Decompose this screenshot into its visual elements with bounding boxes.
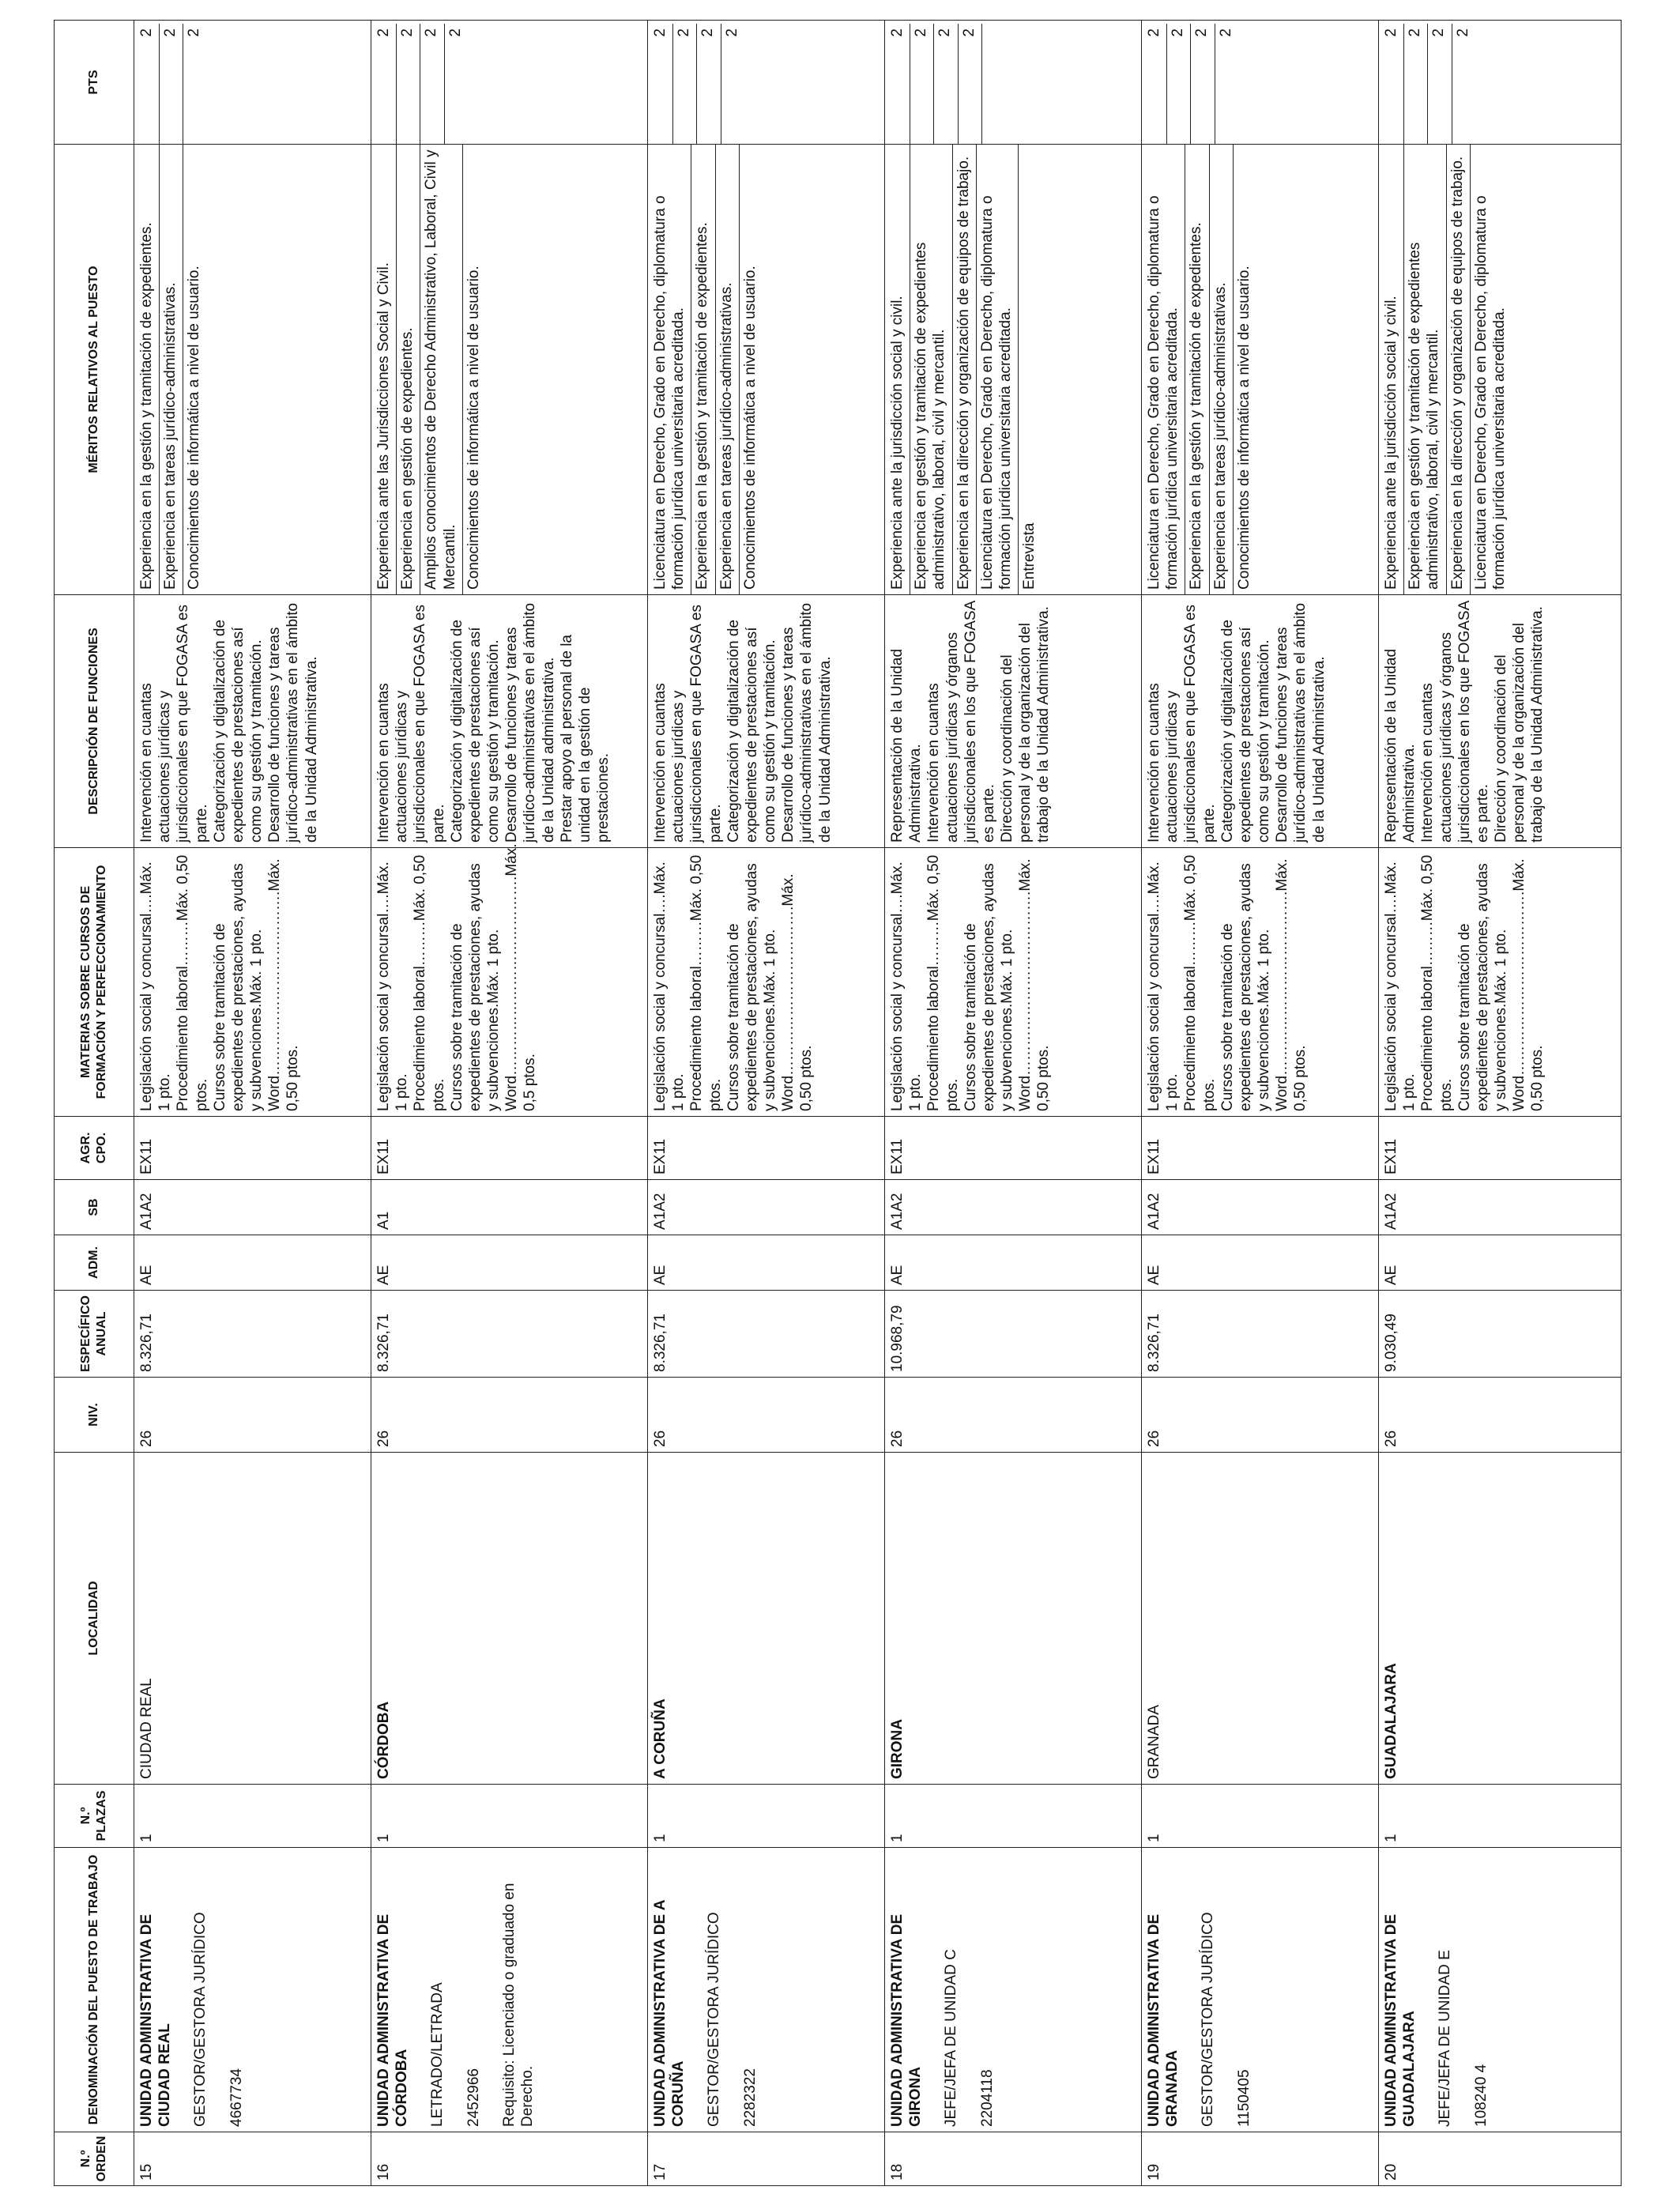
materia-line: Word……………………………….Máx. 0,50 ptos. [1274,858,1309,1111]
especifico-cell: 9.030,49 [1379,1291,1622,1378]
header-funciones: DESCRIPCIÓN DE FUNCIONES [55,595,134,848]
funcion-line: Representación de la Unidad Administrativa. [1383,648,1418,843]
orden-cell: 16 [371,2132,648,2186]
plazas-cell: 1 [134,1785,371,1848]
plazas-cell: 1 [371,1785,648,1848]
especifico-cell: 8.326,71 [371,1291,648,1378]
table-row [1142,21,1379,2186]
funcion-line: Intervención en cuantas actuaciones jurídicas y jurisdiccionales en que FOGASA es parte. [138,605,210,843]
merito-item: Experiencia en la dirección y organización de equipos de trabajo. [952,145,973,594]
merito-item: Experiencia en tareas jurídico-administrativas. [715,145,736,594]
merito-item: Experiencia ante la jurisdicción social y civil. [889,296,906,590]
materias-cell [648,848,885,1117]
localidad-cell: GRANADA [1142,1453,1379,1785]
materia-line: Legislación social y concursal….Máx. 1 pto. [138,861,174,1111]
merito-item: Experiencia ante la jurisdicción social y civil. [1383,296,1399,590]
orden-cell: 15 [134,2132,371,2186]
merito-pts: 2 [721,24,741,144]
puesto-codigo: 2204118 [978,2069,996,2127]
puesto-name: JEFE/JEFA DE UNIDAD E [1437,1950,1454,2127]
materia-line: Legislación social y concursal….Máx. 1 pto. [652,861,687,1111]
adm-cell: AE [134,1235,371,1291]
materia-line: Procedimiento laboral………Máx. 0,50 ptos. [1182,854,1218,1111]
merito-pts: 2 [1190,24,1211,144]
funciones-cell [1142,595,1379,848]
merito-pts: 2 [183,24,203,144]
meritos-cell [1142,145,1379,595]
sb-cell: A1A2 [885,1180,1142,1235]
funcion-line: Prestar apoyo al personal de la unidad en la gestión de prestaciones. [558,635,612,843]
puesto-name: GESTOR/GESTORA JURÍDICO [706,1912,723,2127]
funcion-line: Intervención en cuantas actuaciones jurídicas y órganos jurisdiccionales en los que FOGASA es parte. [1419,601,1491,843]
header-nivel: NIV. [55,1378,134,1453]
meritos-cell [648,145,885,595]
pts-cell [1379,21,1622,145]
funcion-line: Desarrollo de funciones y tareas jurídico-administrativas en el ámbito de la Unidad Administrativa. [1274,602,1328,843]
spacer [483,1853,500,2127]
spacer [411,1853,428,2127]
adm-cell: AE [371,1235,648,1291]
merito-pts: 2 [1403,24,1424,144]
agr-cell: EX11 [648,1117,885,1180]
spacer [925,1853,942,2127]
merito-item: Licenciatura en Derecho, Grado en Derecho, diplomatura o formación jurídica universitaria acreditada. [1470,145,1509,594]
meritos-cell [885,145,1142,595]
sb-cell: A1A2 [648,1180,885,1235]
puesto-name: LETRADO/LETRADA [429,1982,446,2127]
merito-item: Amplios conocimientos de Derecho Administrativo, Laboral, Civil y Mercantil. [420,145,458,594]
materia-line: Cursos sobre tramitación de expedientes de prestaciones, ayudas y subvenciones.Máx. 1 pto. [448,863,503,1111]
agr-cell: EX11 [134,1117,371,1180]
spacer [724,1853,741,2127]
agr-cell: EX11 [885,1117,1142,1180]
denominacion-cell [1379,1848,1622,2132]
header-materias: MATERIAS SOBRE CURSOS DE FORMACIÓN Y PERFECCIONAMIENTO [55,848,134,1117]
unidad-name: UNIDAD ADMINISTRATIVA DE CÓRDOBA [375,1913,411,2127]
spacer [447,1853,465,2127]
spacer [1455,1853,1472,2127]
merito-item: Experiencia en tareas jurídico-administrativas. [1209,145,1230,594]
materias-cell [371,843,648,1117]
nivel-cell: 26 [1142,1378,1379,1453]
materia-line: Legislación social y concursal….Máx. 1 pto. [1383,861,1418,1111]
header-localidad: LOCALIDAD [55,1453,134,1785]
materia-line: Procedimiento laboral………Máx. 0,50 ptos. [412,854,447,1111]
merito-item: Licenciatura en Derecho, Grado en Derecho, diplomatura o formación jurídica universitaria acreditada. [1146,195,1181,590]
adm-cell: AE [1379,1235,1622,1291]
unidad-name: UNIDAD ADMINISTRATIVA DE GRANADA [1146,1913,1181,2127]
funcion-line: Desarrollo de funciones y tareas jurídico-administrativas en el ámbito de la Unidad Administrativa. [780,602,834,843]
merito-item: Experiencia en gestión de expedientes. [396,145,416,594]
spacer [961,1853,978,2127]
merito-item: Conocimientos de informática a nivel de usuario. [462,145,483,594]
puesto-codigo: 1150405 [1235,2069,1252,2127]
merito-item: Licenciatura en Derecho, Grado en Derecho, diplomatura o formación jurídica universitaria acreditada. [652,195,687,590]
merito-pts: 2 [375,28,392,37]
requisito-text: Requisito: Licenciado o graduado en Derecho. [500,1883,536,2127]
meritos-cell [371,145,648,595]
adm-cell: AE [648,1235,885,1291]
agr-cell: EX11 [371,1117,648,1180]
merito-pts: 2 [652,28,669,37]
puesto-name: JEFE/JEFA DE UNIDAD C [943,1949,960,2127]
materia-line: Word……………………………….Máx. 0,50 ptos. [1511,858,1546,1111]
pts-cell [885,21,1142,145]
unidad-name: UNIDAD ADMINISTRATIVA DE GIRONA [889,1913,925,2127]
plazas-cell: 1 [885,1785,1142,1848]
puesto-name: GESTOR/GESTORA JURÍDICO [1200,1912,1217,2127]
header-pts: PTS [55,21,134,145]
denominacion-cell [648,1848,885,2132]
materia-line: Word………………………………….Máx. 0,5 ptos. [503,843,539,1111]
adm-cell: AE [885,1235,1142,1291]
materia-line: Word……………………………….Máx. 0,50 ptos. [1017,858,1053,1111]
materias-cell [1142,848,1379,1117]
merito-item: Conocimientos de informática a nivel de usuario. [739,145,759,594]
nivel-cell: 26 [885,1378,1142,1453]
merito-item: Conocimientos de informática a nivel de usuario. [1233,145,1253,594]
merito-pts: 2 [1166,24,1187,144]
merito-pts: 2 [889,28,906,37]
sb-cell: A1A2 [1379,1180,1622,1235]
orden-cell: 19 [1142,2132,1379,2186]
orden-cell: 17 [648,2132,885,2186]
merito-item: Experiencia en la gestión y tramitación de expedientes. [1185,145,1205,594]
unidad-name: UNIDAD ADMINISTRATIVA DE CIUDAD REAL [138,1913,174,2127]
merito-pts: 2 [958,24,978,144]
materias-cell [1379,848,1622,1117]
merito-pts: 2 [159,24,179,144]
denominacion-cell [371,1848,648,2132]
merito-pts [981,24,984,144]
puesto-codigo: 2452966 [465,2068,482,2127]
puesto-codigo: 2282322 [741,2068,759,2127]
meritos-cell [134,145,371,595]
merito-item: Experiencia en gestión y tramitación de expedientes administrativo, laboral, civil y mercantil. [1403,145,1442,594]
orden-cell: 18 [885,2132,1142,2186]
header-especifico: ESPECÍFICO ANUAL [55,1291,134,1378]
table-row [648,21,885,2186]
unidad-name: UNIDAD ADMINISTRATIVA DE GUADALAJARA [1383,1913,1418,2127]
especifico-cell: 8.326,71 [648,1291,885,1378]
table-row [885,21,1142,2186]
sb-cell: A1 [371,1180,648,1235]
funciones-cell [648,595,885,848]
orden-cell: 20 [1379,2132,1622,2186]
nivel-cell: 26 [648,1378,885,1453]
materia-line: Legislación social y concursal….Máx. 1 pto. [375,861,411,1111]
materia-line: Cursos sobre tramitación de expedientes de prestaciones, ayudas y subvenciones.Máx. 1 pto. [1219,863,1273,1111]
funcion-line: Desarrollo de funciones y tareas jurídico-administrativas en el ámbito de la Unidad Administrativa. [266,602,320,843]
materias-cell [885,848,1142,1117]
header-adm: ADM. [55,1235,134,1291]
merito-pts: 2 [396,24,416,144]
spacer [1181,1853,1199,2127]
pts-cell [1142,21,1379,145]
materia-line: Cursos sobre tramitación de expedientes de prestaciones, ayudas y subvenciones.Máx. 1 pto. [725,863,779,1111]
funcion-line: Categorización y digitalización de expedientes de prestaciones así como su gestión y tramitación. [725,620,779,843]
materia-line: Legislación social y concursal….Máx. 1 pto. [889,861,925,1111]
header-agr: AGR. CPO. [55,1117,134,1180]
materia-line: Word……………………………….Máx. 0,50 ptos. [266,858,302,1111]
funcion-line: Dirección y coordinación del personal y de la organización del trabajo de la Unidad Administrativa. [1493,606,1546,843]
merito-item: Experiencia en gestión y tramitación de expedientes administrativo, laboral, civil y mercantil. [910,145,948,594]
materia-line: Word…………………………….Máx. 0,50 ptos. [780,873,816,1111]
funcion-line: Intervención en cuantas actuaciones jurídicas y órganos jurisdiccionales en los que FOGASA es parte. [925,601,997,843]
materia-line: Procedimiento laboral………Máx. 0,50 ptos. [925,854,961,1111]
table-row [134,21,371,2186]
localidad-cell: CÓRDOBA [371,1453,648,1785]
funcion-line: Intervención en cuantas actuaciones jurídicas y jurisdiccionales en que FOGASA es parte. [375,605,447,843]
merito-pts: 2 [1427,24,1448,144]
merito-item: Experiencia en la gestión y tramitación de expedientes. [691,145,711,594]
header-plazas: N.º PLAZAS [55,1785,134,1848]
sb-cell: A1A2 [134,1180,371,1235]
materia-line: Cursos sobre tramitación de expedientes de prestaciones, ayudas y subvenciones.Máx. 1 pto. [1456,863,1510,1111]
header-orden: N.º ORDEN [55,2132,134,2186]
nivel-cell: 26 [134,1378,371,1453]
spacer [174,1853,191,2127]
funcion-line: Intervención en cuantas actuaciones jurídicas y jurisdiccionales en que FOGASA es parte. [1146,605,1218,843]
puesto-name: GESTOR/GESTORA JURÍDICO [192,1912,209,2127]
merito-pts: 2 [933,24,954,144]
especifico-cell: 10.968,79 [885,1291,1142,1378]
header-sb: SB [55,1180,134,1235]
merito-pts: 2 [672,24,693,144]
sb-cell: A1A2 [1142,1180,1379,1235]
localidad-cell: A CORUÑA [648,1453,885,1785]
spacer [687,1853,705,2127]
merito-item: Experiencia en la dirección y organización de equipos de trabajo. [1446,145,1467,594]
funciones-cell [1379,595,1622,848]
materia-line: Procedimiento laboral………Máx. 0,50 ptos. [688,854,724,1111]
pts-cell [134,21,371,145]
puestos-table [54,20,1622,2186]
agr-cell: EX11 [1142,1117,1379,1180]
pts-cell [648,21,885,145]
merito-pts: 2 [1215,24,1235,144]
spacer [1418,1853,1436,2127]
funcion-line: Categorización y digitalización de expedientes de prestaciones así como su gestión y tramitación. [211,620,266,843]
pts-cell [371,21,648,145]
header-denominacion: DENOMINACIÓN DEL PUESTO DE TRABAJO [55,1848,134,2132]
funcion-line: Dirección y coordinación del personal y de la organización del trabajo de la Unidad Administrativa. [999,606,1053,843]
meritos-cell [1379,145,1622,595]
funcion-line: Categorización y digitalización de expedientes de prestaciones así como su gestión y tramitación. [1219,620,1273,843]
merito-item: Experiencia en tareas jurídico-administrativas. [159,145,179,594]
plazas-cell: 1 [1142,1785,1379,1848]
agr-cell: EX11 [1379,1117,1622,1180]
adm-cell: AE [1142,1235,1379,1291]
plazas-cell: 1 [1379,1785,1622,1848]
denominacion-cell [1142,1848,1379,2132]
spacer [210,1853,228,2127]
merito-pts: 2 [138,28,155,37]
materia-line: Legislación social y concursal….Máx. 1 pto. [1146,861,1181,1111]
puesto-codigo: 108240 4 [1472,2064,1490,2127]
merito-item: Experiencia ante las Jurisdicciones Social y Civil. [375,262,392,590]
funciones-cell [134,595,371,848]
materia-line: Cursos sobre tramitación de expedientes de prestaciones, ayudas y subvenciones.Máx. 1 pto. [962,863,1016,1111]
merito-pts: 2 [1146,28,1162,37]
localidad-cell: CIUDAD REAL [134,1453,371,1785]
merito-pts: 2 [1452,24,1472,144]
nivel-cell: 26 [1379,1378,1622,1453]
denominacion-cell [885,1848,1142,2132]
merito-item: Experiencia en la gestión y tramitación de expedientes. [138,222,155,590]
merito-item: Entrevista [1018,145,1038,594]
unidad-name: UNIDAD ADMINISTRATIVA DE A CORUÑA [652,1900,687,2127]
denominacion-cell [134,1848,371,2132]
table-row [1379,21,1622,2186]
spacer [1218,1853,1235,2127]
materia-line: Procedimiento laboral………Máx. 0,50 ptos. [175,854,210,1111]
funcion-line: Desarrollo de funciones y tareas jurídico-administrativas en el ámbito de la Unidad administrativa. [503,602,557,843]
nivel-cell: 26 [371,1378,648,1453]
funciones-cell [885,595,1142,848]
funciones-cell [371,595,648,848]
merito-pts: 2 [910,24,930,144]
especifico-cell: 8.326,71 [1142,1291,1379,1378]
header-meritos: MÉRITOS RELATIVOS AL PUESTO [55,145,134,595]
merito-item: Licenciatura en Derecho, Grado en Derecho, diplomatura o formación jurídica universitaria acreditada. [976,145,1015,594]
funcion-line: Intervención en cuantas actuaciones jurídicas y jurisdiccionales en que FOGASA es parte. [652,605,724,843]
merito-pts: 2 [444,24,465,144]
funcion-line: Representación de la Unidad Administrativa. [889,648,925,843]
merito-pts: 2 [420,24,440,144]
header-row [55,21,134,2186]
plazas-cell: 1 [648,1785,885,1848]
materia-line: Procedimiento laboral………Máx. 0,50 ptos. [1419,854,1455,1111]
table-row [371,21,648,2186]
funcion-line: Categorización y digitalización de expedientes de prestaciones así como su gestión y tramitación. [448,620,503,843]
localidad-cell: GUADALAJARA [1379,1453,1622,1785]
merito-pts: 2 [696,24,717,144]
especifico-cell: 8.326,71 [134,1291,371,1378]
materia-line: Cursos sobre tramitación de expedientes de prestaciones, ayudas y subvenciones.Máx. 1 pto. [211,863,266,1111]
merito-pts: 2 [1383,28,1399,37]
materias-cell [134,848,371,1117]
localidad-cell: GIRONA [885,1453,1142,1785]
puesto-codigo: 4667734 [228,2068,245,2127]
merito-item: Conocimientos de informática a nivel de usuario. [183,145,203,594]
